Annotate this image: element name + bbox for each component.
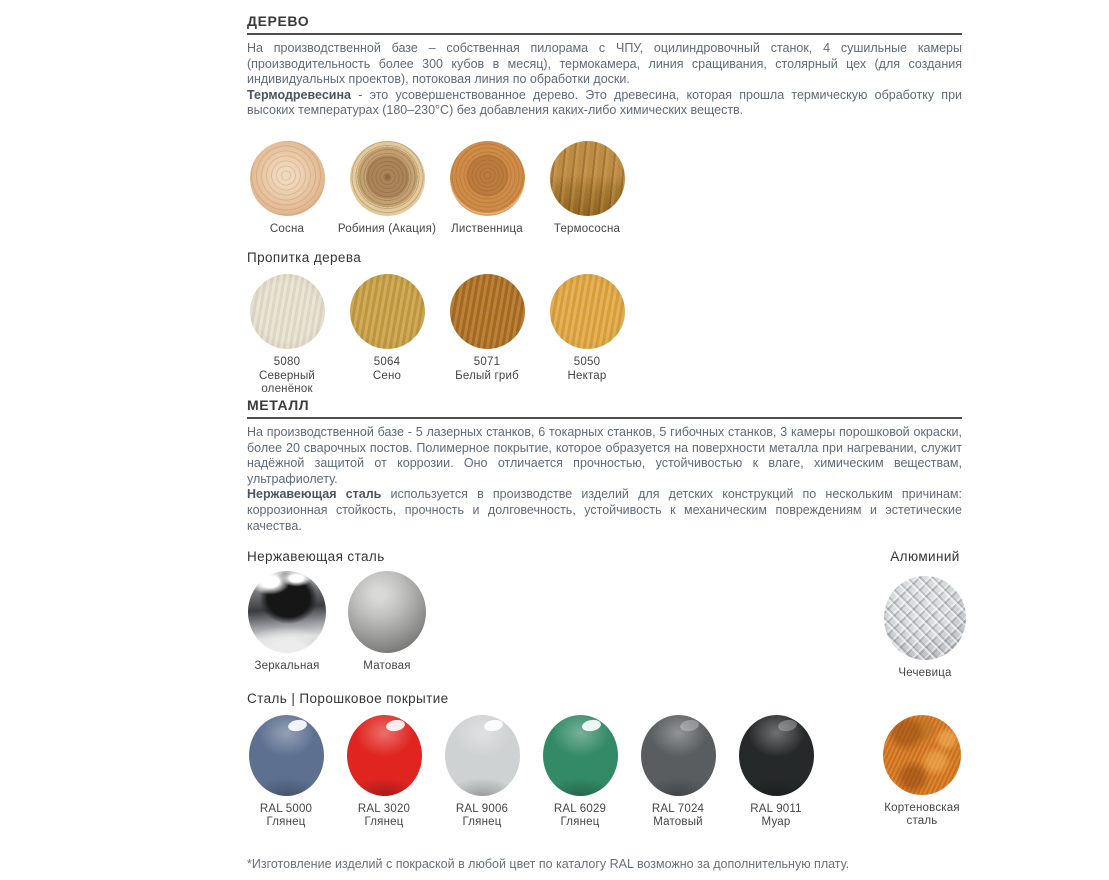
aluminum-block <box>855 549 995 681</box>
ral3020-swatch <box>347 715 422 796</box>
impregnation-sample-5050 <box>537 274 637 397</box>
corten-label: Кортеновская сталь <box>884 801 960 828</box>
ral7024-swatch <box>641 715 716 796</box>
impregnation-row <box>237 274 962 397</box>
impregnation-sample-5071 <box>437 274 537 397</box>
impregnation-label-5080: 5080 Северный оленёнок <box>258 356 316 396</box>
stainless-row <box>237 571 962 674</box>
ral6029-swatch <box>543 715 618 796</box>
pine-swatch <box>250 141 325 216</box>
impregnation-label-5064: 5064 Сено <box>372 356 402 382</box>
wood-species-row <box>237 141 962 237</box>
ral7024-label: RAL 7024 Матовый <box>651 802 705 829</box>
impregnation-title: Пропитка дерева <box>247 250 362 266</box>
mirror-steel-label: Зеркальная <box>254 660 320 673</box>
stainless-sample-matte <box>337 571 437 674</box>
powder-sample-ral3020 <box>335 715 433 830</box>
thermowood-lead: Термодревесина <box>247 87 351 102</box>
corten-swatch <box>883 715 961 795</box>
wood-sample-larch <box>437 141 537 237</box>
thermopine-label: Термососна <box>553 222 621 235</box>
ral9006-label: RAL 9006 Глянец <box>455 802 509 829</box>
stainless-text: используется в производстве изделий для детских конструкций по нескольким причинам: коррозионная стойкость, прочность и долговечность, устойчивость к механическим повреждениям и эстетические качества. <box>247 487 962 533</box>
wood-section-divider <box>247 33 962 35</box>
powder-row <box>237 715 962 830</box>
impregnation-swatch-5064 <box>350 274 425 349</box>
powder-title: Сталь | Порошковое покрытие <box>247 690 449 706</box>
thermowood-paragraph <box>247 88 962 119</box>
impregnation-sample-5080 <box>237 274 337 397</box>
impregnation-label-5050: 5050 Нектар <box>567 356 607 382</box>
metal-section-divider <box>247 417 962 419</box>
ral6029-label: RAL 6029 Глянец <box>553 802 607 829</box>
larch-swatch <box>450 141 525 216</box>
stainless-title: Нержавеющая сталь <box>247 549 385 565</box>
wood-section-title: ДЕРЕВО <box>247 13 310 29</box>
robinia-label: Робиния (Акация) <box>337 222 437 235</box>
impregnation-swatch-5071 <box>450 274 525 349</box>
corten-sample <box>873 715 971 830</box>
metal-section <box>247 397 962 830</box>
larch-label: Лиственница <box>451 222 523 235</box>
powder-sample-ral9006 <box>433 715 531 830</box>
aluminum-title: Алюминий <box>890 549 960 565</box>
powder-sample-ral7024 <box>629 715 727 830</box>
matte-steel-swatch <box>348 571 426 653</box>
impregnation-sample-5064 <box>337 274 437 397</box>
thermowood-text: - это усовершенствованное дерево. Это древесина, которая прошла термическую обработку при высоких температурах (180–230°С) без добавления каких-либо химических веществ. <box>247 87 962 118</box>
wood-section <box>247 13 962 397</box>
pine-label: Сосна <box>269 222 305 235</box>
wood-intro-paragraph: На производственной базе – собственная пилорама с ЧПУ, оцилиндровочный станок, 4 сушильные камеры (производительность более 300 кубов в месяц), термокамера, линия сращивания, столярный цех (для создания индивидуальных проектов), потоковая линия по обработки доски. <box>247 41 962 87</box>
wood-sample-pine <box>237 141 337 237</box>
ral3020-label: RAL 3020 Глянец <box>357 802 411 829</box>
ral5000-label: RAL 5000 Глянец <box>259 802 313 829</box>
ral9011-label: RAL 9011 Муар <box>750 802 802 829</box>
thermopine-swatch <box>550 141 625 216</box>
stainless-lead: Нержавеющая сталь <box>247 487 382 502</box>
powder-sample-ral5000 <box>237 715 335 830</box>
wood-sample-thermopine <box>537 141 637 237</box>
ral-footnote: *Изготовление изделий с покраской в любой цвет по каталогу RAL возможно за дополнительную плату. <box>247 856 850 871</box>
mirror-steel-swatch <box>248 571 326 653</box>
impregnation-swatch-5080 <box>250 274 325 349</box>
stainless-paragraph <box>247 487 962 534</box>
wood-sample-robinia <box>337 141 437 237</box>
aluminum-swatch <box>884 576 966 660</box>
matte-steel-label: Матовая <box>363 660 411 673</box>
ral9006-swatch <box>445 715 520 796</box>
powder-sample-ral6029 <box>531 715 629 830</box>
metal-intro-paragraph: На производственной базе - 5 лазерных станков, 6 токарных станков, 5 гибочных станков, 3 камеры порошковой окраски, более 20 сварочных постов. Полимерное покрытие, которое образуется на поверхности металла при нагревании, служит надёжной защитой от коррозии. Оно отличается прочностью, устойчивостью к влаге, химическим веществам, ультрафиолету. <box>247 424 962 486</box>
metal-samples-area <box>247 549 962 680</box>
impregnation-label-5071: 5071 Белый гриб <box>455 356 519 382</box>
aluminum-label: Чечевица <box>898 667 952 680</box>
impregnation-swatch-5050 <box>550 274 625 349</box>
robinia-swatch <box>350 141 425 216</box>
stainless-sample-mirror <box>237 571 337 674</box>
ral9011-swatch <box>739 715 814 796</box>
powder-sample-ral9011 <box>727 715 825 830</box>
metal-section-title: МЕТАЛЛ <box>247 396 310 413</box>
ral5000-swatch <box>249 715 324 796</box>
